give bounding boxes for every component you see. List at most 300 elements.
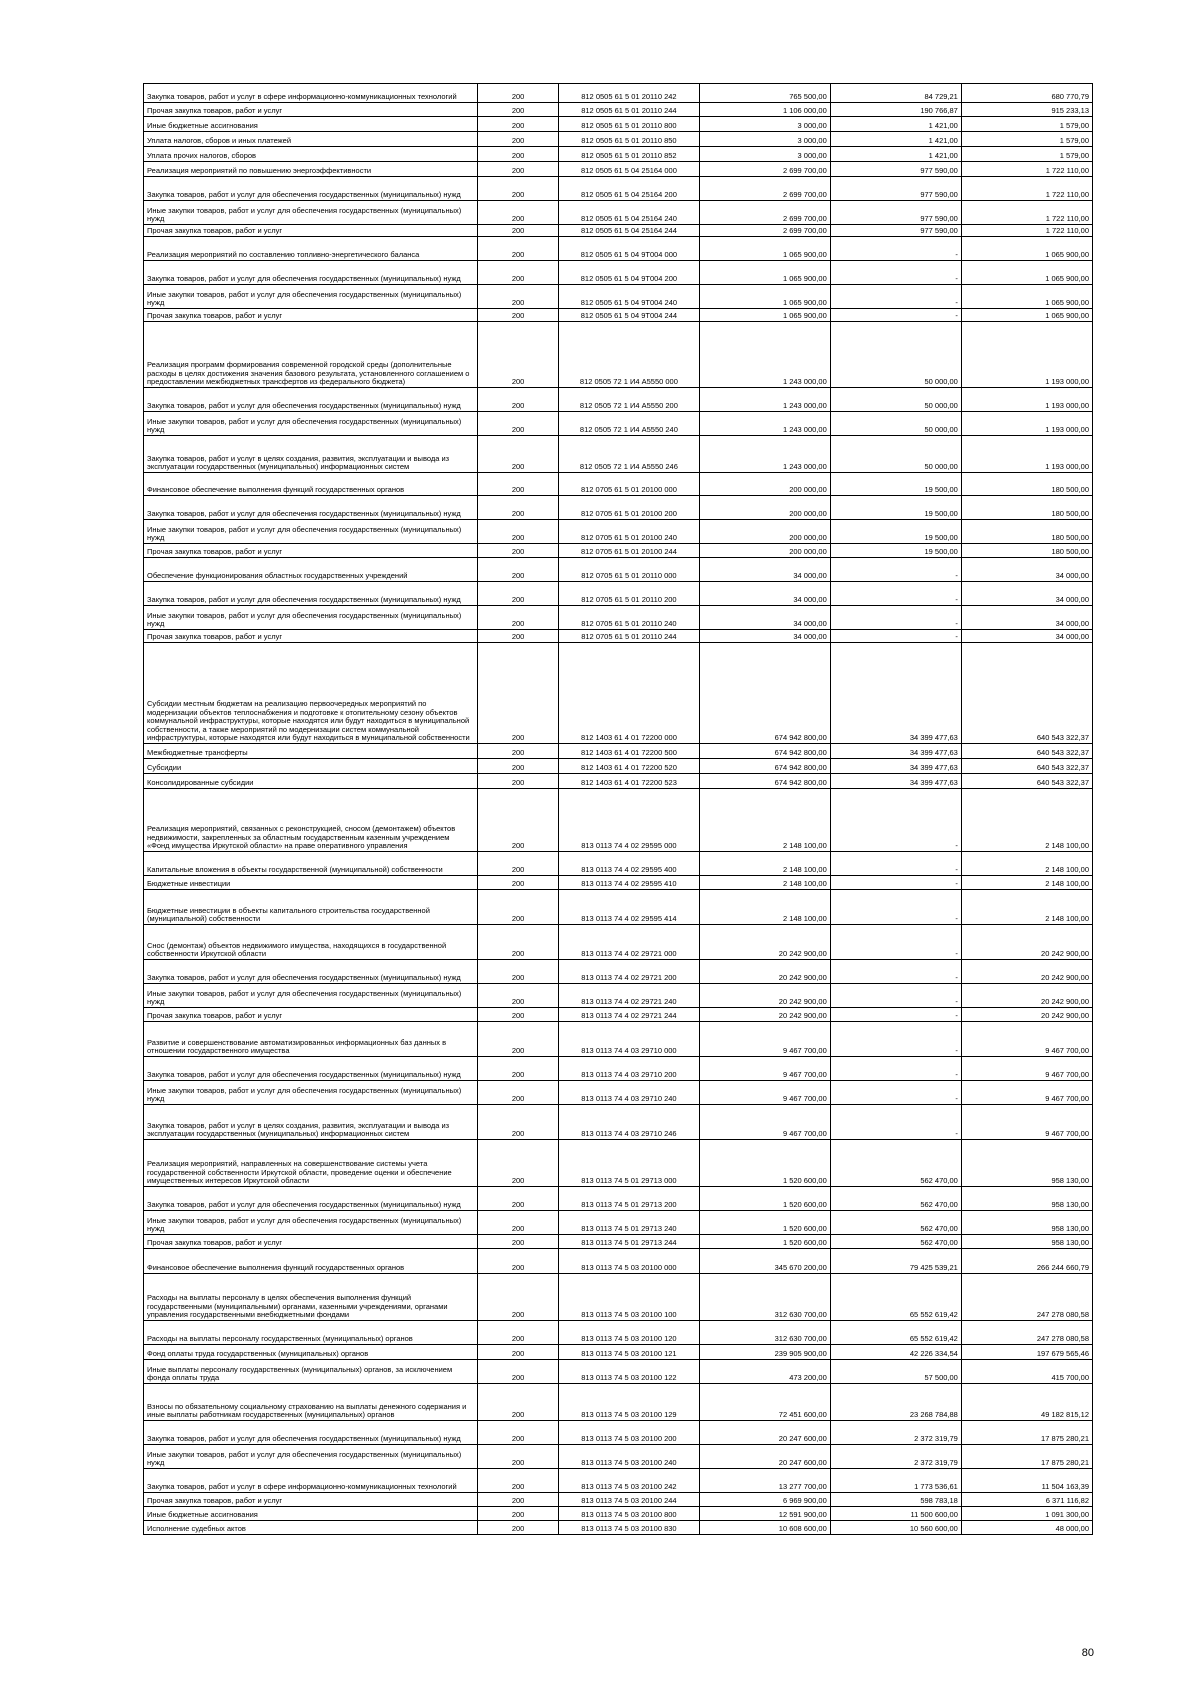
row-remainder-cell: 1 065 900,00 [961,237,1092,261]
row-name-cell: Закупка товаров, работ и услуг в целях создания, развития, эксплуатации и вывода из эксплуатации государственных (муниципальных) информационных систем [144,1105,478,1140]
row-assigned-cell: 1 520 600,00 [699,1187,830,1211]
row-assigned-cell: 2 148 100,00 [699,852,830,876]
table-row [144,237,1093,261]
table-row [144,496,1093,520]
row-executed-cell: - [830,852,961,876]
row-kbk-cell: 813 0113 74 4 02 29721 000 [559,925,699,960]
row-name-cell: Закупка товаров, работ и услуг в сфере информационно-коммуникационных технологий [144,1469,478,1493]
row-remainder-cell: 1 722 110,00 [961,177,1092,201]
table-row [144,1445,1093,1469]
row-executed-cell: 65 552 619,42 [830,1274,961,1321]
row-executed-cell: 977 590,00 [830,162,961,177]
row-remainder-cell: 180 500,00 [961,544,1092,558]
table-row [144,1008,1093,1022]
row-remainder-cell: 180 500,00 [961,520,1092,544]
row-name-cell: Бюджетные инвестиции в объекты капитального строительства государственной (муниципальной) собственности [144,890,478,925]
row-remainder-cell: 20 242 900,00 [961,1008,1092,1022]
row-name-cell: Уплата налогов, сборов и иных платежей [144,132,478,147]
row-name-cell: Закупка товаров, работ и услуг для обеспечения государственных (муниципальных) нужд [144,261,478,285]
row-code-cell: 200 [478,1081,559,1105]
row-code-cell: 200 [478,1022,559,1057]
row-remainder-cell: 1 065 900,00 [961,309,1092,322]
row-name-cell: Закупка товаров, работ и услуг для обеспечения государственных (муниципальных) нужд [144,582,478,606]
table-row [144,984,1093,1008]
row-name-cell: Взносы по обязательному социальному страхованию на выплаты денежного содержания и иные выплаты работникам государственных (муниципальных) органов [144,1384,478,1421]
row-kbk-cell: 813 0113 74 4 03 29710 246 [559,1105,699,1140]
table-row [144,789,1093,852]
row-code-cell: 200 [478,1469,559,1493]
row-executed-cell: - [830,309,961,322]
row-assigned-cell: 2 699 700,00 [699,225,830,237]
row-kbk-cell: 813 0113 74 5 03 20100 129 [559,1384,699,1421]
row-name-cell: Реализация программ формирования современной городской среды (дополнительные расходы в целях достижения значения базового результата, установленного соглашением о предоставлении межбюджетных трансфертов из федерального бюджета) [144,322,478,388]
row-assigned-cell: 1 520 600,00 [699,1235,830,1249]
row-assigned-cell: 2 148 100,00 [699,789,830,852]
row-assigned-cell: 72 451 600,00 [699,1384,830,1421]
row-kbk-cell: 813 0113 74 5 01 29713 244 [559,1235,699,1249]
row-remainder-cell: 9 467 700,00 [961,1057,1092,1081]
row-kbk-cell: 812 0505 61 5 04 25164 240 [559,201,699,225]
row-remainder-cell: 197 679 565,46 [961,1345,1092,1360]
row-kbk-cell: 813 0113 74 4 02 29721 240 [559,984,699,1008]
row-code-cell: 200 [478,309,559,322]
row-executed-cell: 19 500,00 [830,496,961,520]
table-row [144,876,1093,890]
row-kbk-cell: 812 0505 72 1 И4 А5550 000 [559,322,699,388]
row-name-cell: Субсидии [144,759,478,774]
row-kbk-cell: 813 0113 74 5 03 20100 100 [559,1274,699,1321]
row-kbk-cell: 812 1403 61 4 01 72200 523 [559,774,699,789]
row-kbk-cell: 812 0705 61 5 01 20100 240 [559,520,699,544]
row-code-cell: 200 [478,582,559,606]
row-executed-cell: 19 500,00 [830,473,961,496]
row-kbk-cell: 812 0505 72 1 И4 А5550 240 [559,412,699,436]
row-remainder-cell: 640 543 322,37 [961,774,1092,789]
row-code-cell: 200 [478,201,559,225]
row-remainder-cell: 49 182 815,12 [961,1384,1092,1421]
row-name-cell: Закупка товаров, работ и услуг в целях создания, развития, эксплуатации и вывода из эксплуатации государственных (муниципальных) информационных систем [144,436,478,473]
row-code-cell: 200 [478,643,559,744]
row-assigned-cell: 34 000,00 [699,558,830,582]
row-executed-cell: - [830,261,961,285]
table-row [144,1493,1093,1507]
table-row [144,630,1093,643]
row-executed-cell: 1 421,00 [830,147,961,162]
row-executed-cell: - [830,1008,961,1022]
row-remainder-cell: 1 579,00 [961,147,1092,162]
row-executed-cell: - [830,789,961,852]
row-kbk-cell: 813 0113 74 4 02 29595 400 [559,852,699,876]
row-code-cell: 200 [478,630,559,643]
row-name-cell: Закупка товаров, работ и услуг для обеспечения государственных (муниципальных) нужд [144,1057,478,1081]
table-row [144,388,1093,412]
table-row [144,606,1093,630]
row-executed-cell: 977 590,00 [830,177,961,201]
row-remainder-cell: 266 244 660,79 [961,1249,1092,1274]
table-row [144,1057,1093,1081]
row-name-cell: Прочая закупка товаров, работ и услуг [144,630,478,643]
row-code-cell: 200 [478,147,559,162]
table-row [144,201,1093,225]
row-name-cell: Закупка товаров, работ и услуг для обеспечения государственных (муниципальных) нужд [144,388,478,412]
row-assigned-cell: 200 000,00 [699,496,830,520]
row-name-cell: Прочая закупка товаров, работ и услуг [144,1008,478,1022]
row-code-cell: 200 [478,1235,559,1249]
row-executed-cell: - [830,960,961,984]
row-kbk-cell: 812 1403 61 4 01 72200 500 [559,744,699,759]
table-row [144,147,1093,162]
row-kbk-cell: 812 0705 61 5 01 20100 200 [559,496,699,520]
row-executed-cell: 1 773 536,61 [830,1469,961,1493]
row-executed-cell: 2 372 319,79 [830,1445,961,1469]
row-kbk-cell: 813 0113 74 5 03 20100 121 [559,1345,699,1360]
row-executed-cell: 1 421,00 [830,117,961,132]
row-remainder-cell: 20 242 900,00 [961,925,1092,960]
row-remainder-cell: 958 130,00 [961,1235,1092,1249]
row-assigned-cell: 1 243 000,00 [699,322,830,388]
row-executed-cell: - [830,237,961,261]
row-code-cell: 200 [478,1360,559,1384]
row-assigned-cell: 1 243 000,00 [699,388,830,412]
table-row [144,103,1093,117]
row-assigned-cell: 1 106 000,00 [699,103,830,117]
row-kbk-cell: 813 0113 74 4 02 29721 244 [559,1008,699,1022]
row-executed-cell: 34 399 477,63 [830,774,961,789]
row-kbk-cell: 813 0113 74 4 02 29721 200 [559,960,699,984]
row-assigned-cell: 34 000,00 [699,606,830,630]
row-code-cell: 200 [478,1384,559,1421]
row-executed-cell: 50 000,00 [830,436,961,473]
row-name-cell: Межбюджетные трансферты [144,744,478,759]
row-executed-cell: - [830,984,961,1008]
table-row [144,774,1093,789]
row-code-cell: 200 [478,1187,559,1211]
row-executed-cell: 10 560 600,00 [830,1521,961,1535]
row-remainder-cell: 17 875 280,21 [961,1445,1092,1469]
row-remainder-cell: 20 242 900,00 [961,960,1092,984]
row-assigned-cell: 2 148 100,00 [699,890,830,925]
row-code-cell: 200 [478,496,559,520]
row-kbk-cell: 813 0113 74 5 01 29713 000 [559,1140,699,1187]
row-assigned-cell: 6 969 900,00 [699,1493,830,1507]
row-assigned-cell: 2 699 700,00 [699,162,830,177]
row-code-cell: 200 [478,1057,559,1081]
row-code-cell: 200 [478,759,559,774]
table-row [144,1360,1093,1384]
row-remainder-cell: 1 065 900,00 [961,261,1092,285]
row-executed-cell: 190 766,87 [830,103,961,117]
table-row [144,1421,1093,1445]
row-kbk-cell: 812 0505 61 5 04 25164 244 [559,225,699,237]
row-kbk-cell: 813 0113 74 5 03 20100 800 [559,1507,699,1521]
table-row [144,1469,1093,1493]
row-name-cell: Прочая закупка товаров, работ и услуг [144,103,478,117]
row-code-cell: 200 [478,960,559,984]
row-code-cell: 200 [478,1140,559,1187]
table-row [144,1105,1093,1140]
row-kbk-cell: 813 0113 74 5 03 20100 244 [559,1493,699,1507]
row-assigned-cell: 1 520 600,00 [699,1140,830,1187]
row-executed-cell: - [830,285,961,309]
table-row [144,1384,1093,1421]
row-kbk-cell: 813 0113 74 5 03 20100 242 [559,1469,699,1493]
row-executed-cell: - [830,1081,961,1105]
row-remainder-cell: 640 543 322,37 [961,744,1092,759]
row-executed-cell: 84 729,21 [830,84,961,103]
row-executed-cell: 42 226 334,54 [830,1345,961,1360]
row-executed-cell: 562 470,00 [830,1235,961,1249]
row-assigned-cell: 1 243 000,00 [699,436,830,473]
row-name-cell: Иные закупки товаров, работ и услуг для обеспечения государственных (муниципальных) нужд [144,1445,478,1469]
table-row [144,759,1093,774]
row-name-cell: Закупка товаров, работ и услуг для обеспечения государственных (муниципальных) нужд [144,177,478,201]
row-code-cell: 200 [478,852,559,876]
row-code-cell: 200 [478,558,559,582]
row-kbk-cell: 813 0113 74 5 03 20100 240 [559,1445,699,1469]
row-code-cell: 200 [478,774,559,789]
row-code-cell: 200 [478,436,559,473]
table-row [144,322,1093,388]
row-name-cell: Закупка товаров, работ и услуг для обеспечения государственных (муниципальных) нужд [144,1421,478,1445]
row-code-cell: 200 [478,162,559,177]
row-kbk-cell: 812 0705 61 5 01 20100 244 [559,544,699,558]
row-kbk-cell: 812 0705 61 5 01 20110 000 [559,558,699,582]
row-name-cell: Реализация мероприятий, связанных с реконструкцией, сносом (демонтажем) объектов недвижимости, закрепленных за областным государственным казенным учреждением «Фонд имущества Иркутской области» на праве оперативного управления [144,789,478,852]
row-code-cell: 200 [478,984,559,1008]
row-assigned-cell: 674 942 800,00 [699,643,830,744]
table-row [144,412,1093,436]
row-executed-cell: - [830,582,961,606]
row-assigned-cell: 20 247 600,00 [699,1421,830,1445]
row-remainder-cell: 34 000,00 [961,582,1092,606]
row-kbk-cell: 812 0705 61 5 01 20110 240 [559,606,699,630]
row-name-cell: Реализация мероприятий по составлению топливно-энергетического баланса [144,237,478,261]
row-kbk-cell: 812 0705 61 5 01 20100 000 [559,473,699,496]
row-kbk-cell: 813 0113 74 4 02 29595 000 [559,789,699,852]
row-executed-cell: 977 590,00 [830,225,961,237]
row-kbk-cell: 813 0113 74 5 03 20100 830 [559,1521,699,1535]
row-name-cell: Иные закупки товаров, работ и услуг для обеспечения государственных (муниципальных) нужд [144,1211,478,1235]
row-assigned-cell: 3 000,00 [699,132,830,147]
row-assigned-cell: 3 000,00 [699,147,830,162]
row-remainder-cell: 1 193 000,00 [961,388,1092,412]
row-executed-cell: 50 000,00 [830,412,961,436]
row-code-cell: 200 [478,237,559,261]
row-executed-cell: 34 399 477,63 [830,744,961,759]
row-name-cell: Иные бюджетные ассигнования [144,1507,478,1521]
row-remainder-cell: 34 000,00 [961,606,1092,630]
row-code-cell: 200 [478,412,559,436]
row-code-cell: 200 [478,261,559,285]
row-code-cell: 200 [478,1421,559,1445]
row-kbk-cell: 813 0113 74 5 01 29713 240 [559,1211,699,1235]
row-assigned-cell: 20 242 900,00 [699,925,830,960]
row-assigned-cell: 34 000,00 [699,582,830,606]
row-executed-cell: 23 268 784,88 [830,1384,961,1421]
row-assigned-cell: 1 065 900,00 [699,309,830,322]
row-code-cell: 200 [478,1274,559,1321]
row-remainder-cell: 48 000,00 [961,1521,1092,1535]
row-kbk-cell: 813 0113 74 5 03 20100 200 [559,1421,699,1445]
row-remainder-cell: 1 579,00 [961,117,1092,132]
row-kbk-cell: 813 0113 74 5 03 20100 122 [559,1360,699,1384]
table-row [144,117,1093,132]
row-name-cell: Прочая закупка товаров, работ и услуг [144,309,478,322]
table-row [144,1249,1093,1274]
row-assigned-cell: 1 065 900,00 [699,261,830,285]
table-row [144,162,1093,177]
row-kbk-cell: 813 0113 74 4 02 29595 410 [559,876,699,890]
row-remainder-cell: 247 278 080,58 [961,1274,1092,1321]
row-remainder-cell: 1 722 110,00 [961,225,1092,237]
row-code-cell: 200 [478,544,559,558]
row-code-cell: 200 [478,1493,559,1507]
row-name-cell: Иные закупки товаров, работ и услуг для обеспечения государственных (муниципальных) нужд [144,285,478,309]
table-row [144,84,1093,103]
table-row [144,225,1093,237]
row-assigned-cell: 200 000,00 [699,544,830,558]
row-kbk-cell: 812 0705 61 5 01 20110 244 [559,630,699,643]
row-executed-cell: - [830,925,961,960]
row-name-cell: Реализация мероприятий, направленных на совершенствование системы учета государственной собственности Иркутской области, проведение оценки и обеспечение имущественных интересов Иркутской области [144,1140,478,1187]
row-assigned-cell: 20 242 900,00 [699,960,830,984]
row-code-cell: 200 [478,744,559,759]
row-name-cell: Иные закупки товаров, работ и услуг для обеспечения государственных (муниципальных) нужд [144,412,478,436]
row-name-cell: Фонд оплаты труда государственных (муниципальных) органов [144,1345,478,1360]
table-row [144,1507,1093,1521]
row-executed-cell: 34 399 477,63 [830,759,961,774]
row-name-cell: Расходы на выплаты персоналу государственных (муниципальных) органов [144,1321,478,1345]
row-executed-cell: 562 470,00 [830,1140,961,1187]
table-row [144,1345,1093,1360]
row-assigned-cell: 34 000,00 [699,630,830,643]
row-assigned-cell: 312 630 700,00 [699,1321,830,1345]
table-row [144,1140,1093,1187]
table-row [144,1274,1093,1321]
row-kbk-cell: 813 0113 74 4 03 29710 240 [559,1081,699,1105]
table-row [144,852,1093,876]
row-executed-cell: 2 372 319,79 [830,1421,961,1445]
row-remainder-cell: 6 371 116,82 [961,1493,1092,1507]
table-row [144,285,1093,309]
row-executed-cell: - [830,1105,961,1140]
row-name-cell: Закупка товаров, работ и услуг в сфере информационно-коммуникационных технологий [144,84,478,103]
row-assigned-cell: 674 942 800,00 [699,744,830,759]
row-assigned-cell: 12 591 900,00 [699,1507,830,1521]
row-name-cell: Расходы на выплаты персоналу в целях обеспечения выполнения функций государственными (муниципальными) органами, казенными учреждениями, органами управления государственными внебюджетными фондами [144,1274,478,1321]
row-remainder-cell: 958 130,00 [961,1211,1092,1235]
table-row [144,558,1093,582]
row-kbk-cell: 813 0113 74 4 02 29595 414 [559,890,699,925]
row-remainder-cell: 680 770,79 [961,84,1092,103]
row-name-cell: Закупка товаров, работ и услуг для обеспечения государственных (муниципальных) нужд [144,960,478,984]
row-assigned-cell: 765 500,00 [699,84,830,103]
row-executed-cell: 19 500,00 [830,520,961,544]
row-name-cell: Закупка товаров, работ и услуг для обеспечения государственных (муниципальных) нужд [144,496,478,520]
row-name-cell: Иные выплаты персоналу государственных (муниципальных) органов, за исключением фонда оплаты труда [144,1360,478,1384]
row-kbk-cell: 812 0505 72 1 И4 А5550 200 [559,388,699,412]
row-assigned-cell: 9 467 700,00 [699,1057,830,1081]
table-row [144,1081,1093,1105]
row-executed-cell: 562 470,00 [830,1211,961,1235]
row-remainder-cell: 180 500,00 [961,473,1092,496]
row-name-cell: Иные бюджетные ассигнования [144,117,478,132]
row-kbk-cell: 812 0505 61 5 04 9Т004 200 [559,261,699,285]
table-row [144,1235,1093,1249]
row-remainder-cell: 2 148 100,00 [961,789,1092,852]
row-kbk-cell: 812 0505 61 5 04 9Т004 240 [559,285,699,309]
row-assigned-cell: 1 065 900,00 [699,237,830,261]
table-body [144,84,1093,1535]
table-row [144,132,1093,147]
row-assigned-cell: 345 670 200,00 [699,1249,830,1274]
row-name-cell: Финансовое обеспечение выполнения функций государственных органов [144,473,478,496]
row-assigned-cell: 1 520 600,00 [699,1211,830,1235]
row-kbk-cell: 812 0505 61 5 01 20110 800 [559,117,699,132]
row-executed-cell: 19 500,00 [830,544,961,558]
row-kbk-cell: 812 0505 61 5 01 20110 850 [559,132,699,147]
row-remainder-cell: 1 091 300,00 [961,1507,1092,1521]
row-name-cell: Консолидированные субсидии [144,774,478,789]
row-name-cell: Прочая закупка товаров, работ и услуг [144,1235,478,1249]
row-assigned-cell: 2 699 700,00 [699,201,830,225]
table-row [144,177,1093,201]
row-kbk-cell: 813 0113 74 5 03 20100 120 [559,1321,699,1345]
row-code-cell: 200 [478,1211,559,1235]
table-row [144,643,1093,744]
row-assigned-cell: 10 608 600,00 [699,1521,830,1535]
table-row [144,1321,1093,1345]
row-remainder-cell: 640 543 322,37 [961,759,1092,774]
row-remainder-cell: 9 467 700,00 [961,1105,1092,1140]
row-kbk-cell: 812 0505 61 5 01 20110 852 [559,147,699,162]
row-assigned-cell: 674 942 800,00 [699,774,830,789]
row-code-cell: 200 [478,789,559,852]
row-executed-cell: 598 783,18 [830,1493,961,1507]
row-code-cell: 200 [478,103,559,117]
row-executed-cell: 50 000,00 [830,322,961,388]
row-code-cell: 200 [478,1321,559,1345]
row-code-cell: 200 [478,132,559,147]
row-assigned-cell: 20 242 900,00 [699,1008,830,1022]
row-remainder-cell: 2 148 100,00 [961,852,1092,876]
row-kbk-cell: 813 0113 74 5 03 20100 000 [559,1249,699,1274]
row-name-cell: Реализация мероприятий по повышению энергоэффективности [144,162,478,177]
row-assigned-cell: 200 000,00 [699,520,830,544]
row-assigned-cell: 1 243 000,00 [699,412,830,436]
row-remainder-cell: 17 875 280,21 [961,1421,1092,1445]
row-assigned-cell: 20 242 900,00 [699,984,830,1008]
row-assigned-cell: 2 699 700,00 [699,177,830,201]
row-executed-cell: 57 500,00 [830,1360,961,1384]
row-executed-cell: 34 399 477,63 [830,643,961,744]
row-assigned-cell: 9 467 700,00 [699,1081,830,1105]
row-remainder-cell: 180 500,00 [961,496,1092,520]
row-remainder-cell: 247 278 080,58 [961,1321,1092,1345]
table-row [144,309,1093,322]
row-code-cell: 200 [478,876,559,890]
row-executed-cell: - [830,606,961,630]
row-assigned-cell: 3 000,00 [699,117,830,132]
table-row [144,582,1093,606]
page-number: 80 [1081,1647,1094,1659]
table-row [144,1211,1093,1235]
row-remainder-cell: 958 130,00 [961,1187,1092,1211]
row-code-cell: 200 [478,1008,559,1022]
row-name-cell: Прочая закупка товаров, работ и услуг [144,1493,478,1507]
row-kbk-cell: 812 0505 61 5 01 20110 244 [559,103,699,117]
row-kbk-cell: 812 0505 61 5 04 9Т004 244 [559,309,699,322]
